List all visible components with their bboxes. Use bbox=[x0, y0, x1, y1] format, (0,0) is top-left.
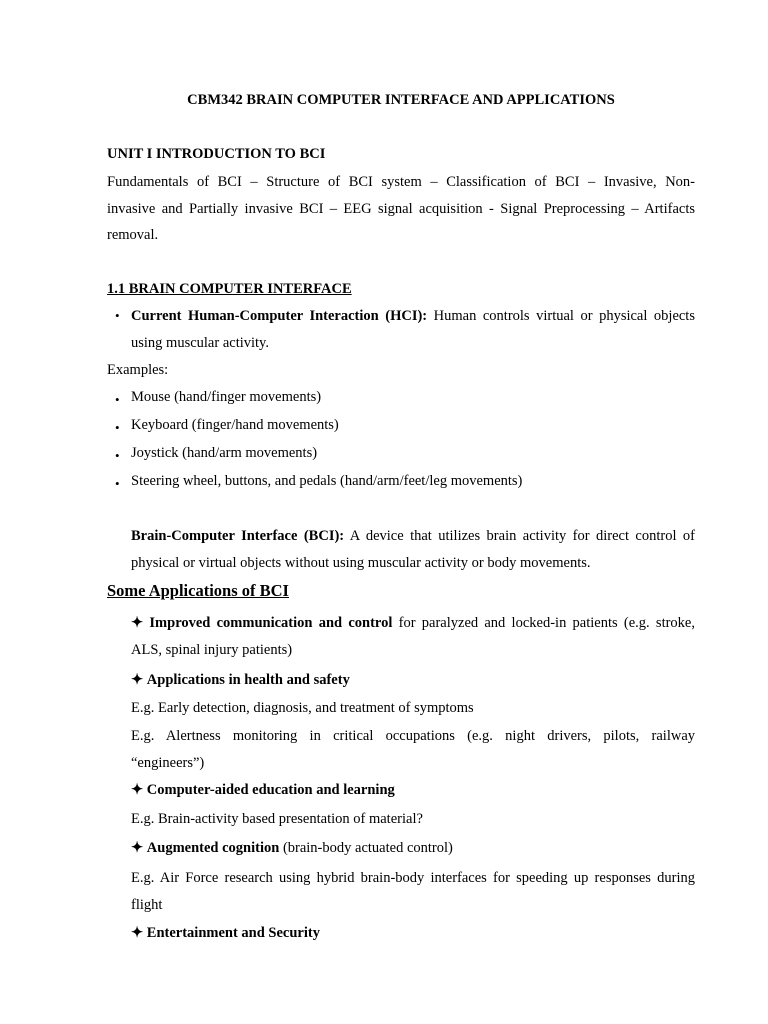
list-item: Keyboard (finger/hand movements) bbox=[131, 417, 339, 433]
application-item bbox=[131, 925, 320, 942]
hci-def-text: Human controls virtual or physical objects bbox=[427, 308, 695, 324]
bci-term: Brain-Computer Interface (BCI): bbox=[131, 528, 345, 544]
hci-term: Current Human-Computer Interaction (HCI): bbox=[131, 308, 428, 324]
application-title: Computer-aided education and learning bbox=[146, 782, 395, 798]
application-item bbox=[131, 672, 350, 689]
list-item: Joystick (hand/arm movements) bbox=[131, 445, 318, 461]
bci-definition bbox=[131, 523, 695, 577]
star-icon: ✦ bbox=[131, 925, 144, 941]
document-title: CBM342 BRAIN COMPUTER INTERFACE AND APPLICATIONS bbox=[187, 92, 615, 108]
application-example: E.g. Brain-activity based presentation of material? bbox=[131, 811, 423, 827]
application-example bbox=[131, 865, 695, 919]
list-item: Steering wheel, buttons, and pedals (hand/arm/feet/leg movements) bbox=[131, 473, 523, 489]
bullet-icon: • bbox=[115, 308, 120, 323]
application-example-line: flight bbox=[131, 897, 163, 913]
application-title: Augmented cognition bbox=[146, 840, 280, 856]
application-title: Improved communication and control bbox=[149, 615, 393, 631]
star-icon: ✦ bbox=[131, 782, 144, 798]
bullet-icon: • bbox=[115, 392, 120, 407]
unit-heading: UNIT I INTRODUCTION TO BCI bbox=[107, 146, 326, 162]
unit-syllabus-line: Fundamentals of BCI – Structure of BCI system – Classification of BCI – Invasive, Non- bbox=[107, 174, 695, 190]
application-example-line: E.g. Air Force research using hybrid brain-body interfaces for speeding up responses during bbox=[131, 870, 695, 886]
unit-syllabus bbox=[107, 169, 695, 249]
section-heading: 1.1 BRAIN COMPUTER INTERFACE bbox=[107, 281, 352, 297]
star-icon: ✦ bbox=[131, 840, 144, 856]
list-item: Mouse (hand/finger movements) bbox=[131, 389, 322, 405]
bci-def-text: A device that utilizes brain activity for direct control of bbox=[344, 528, 695, 544]
application-text: ALS, spinal injury patients) bbox=[131, 642, 293, 658]
application-example-line: E.g. Alertness monitoring in critical occupations (e.g. night drivers, pilots, railway bbox=[131, 728, 695, 744]
bci-def-text: physical or virtual objects without using muscular activity or body movements. bbox=[131, 555, 591, 571]
bullet-icon: • bbox=[115, 476, 120, 491]
unit-syllabus-line: removal. bbox=[107, 227, 159, 243]
unit-syllabus-line: invasive and Partially invasive BCI – EEG signal acquisition - Signal Preprocessing – Artifacts bbox=[107, 200, 695, 217]
application-text: for paralyzed and locked-in patients (e.g. stroke, bbox=[392, 615, 695, 631]
star-icon: ✦ bbox=[131, 615, 144, 631]
application-item bbox=[131, 782, 395, 799]
application-title: Applications in health and safety bbox=[146, 672, 350, 688]
application-item bbox=[131, 610, 695, 664]
star-icon: ✦ bbox=[131, 672, 144, 688]
application-example: E.g. Early detection, diagnosis, and treatment of symptoms bbox=[131, 700, 474, 716]
bullet-icon: • bbox=[115, 420, 120, 435]
application-example bbox=[131, 723, 695, 777]
examples-label: Examples: bbox=[107, 362, 169, 378]
application-item bbox=[131, 840, 453, 857]
application-title: Entertainment and Security bbox=[146, 925, 320, 941]
bullet-icon: • bbox=[115, 448, 120, 463]
applications-heading: Some Applications of BCI bbox=[107, 581, 289, 600]
hci-definition bbox=[131, 303, 695, 357]
hci-def-text: using muscular activity. bbox=[131, 335, 269, 351]
application-example-line: “engineers”) bbox=[131, 755, 205, 771]
application-text: (brain-body actuated control) bbox=[279, 840, 453, 856]
